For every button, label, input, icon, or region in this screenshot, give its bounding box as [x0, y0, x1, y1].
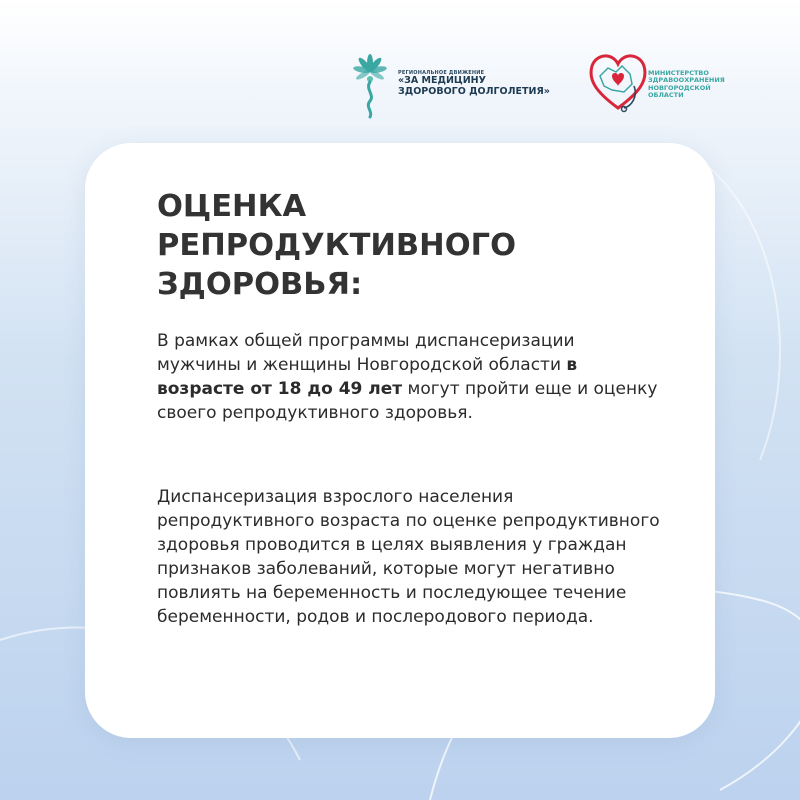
paragraph-intro-lead: В рамках общей программы диспансеризации мужчины и женщины Новгородской области: [157, 331, 575, 375]
title-line-2: РЕПРОДУКТИВНОГО: [157, 228, 517, 263]
page-title: [157, 187, 677, 304]
title-line-3: ЗДОРОВЬЯ:: [157, 267, 363, 302]
content-card: [85, 143, 715, 738]
paragraph-intro-tail: могут пройти еще и оценку своего репродуктивного здоровья.: [157, 379, 658, 423]
movement-title-line2: ЗДОРОВОГО ДОЛГОЛЕТИЯ»: [398, 85, 550, 97]
paragraph-intro: [157, 329, 662, 425]
header-logos: [348, 44, 768, 124]
title-line-1: ОЦЕНКА: [157, 189, 307, 224]
movement-title-line1: «ЗА МЕДИЦИНУ: [398, 75, 486, 87]
lotus-figure-icon: [348, 49, 392, 119]
age-range-highlight: в возрасте от 18 до 49 лет: [157, 355, 578, 399]
paragraph-purpose: Диспансеризация взрослого населения репродуктивного возраста по оценке репродуктивного здоровья проводится в целях выявления у граждан признаков заболеваний, которые могут негативно повлиять на беременность и последующее течение беременности, родов и послеродового периода.: [157, 487, 660, 627]
movement-subtitle: РЕГИОНАЛЬНОЕ ДВИЖЕНИЕ: [398, 69, 485, 76]
ministry-line-3: НОВГОРОДСКОЙ: [648, 83, 711, 92]
ministry-line-1: МИНИСТЕРСТВО: [648, 69, 709, 77]
heart-region-stethoscope-icon: [586, 46, 650, 122]
movement-logo: [348, 44, 578, 124]
ministry-logo: [586, 46, 766, 122]
ministry-line-2: ЗДРАВООХРАНЕНИЯ: [648, 76, 725, 85]
ministry-line-4: ОБЛАСТИ: [648, 91, 684, 100]
